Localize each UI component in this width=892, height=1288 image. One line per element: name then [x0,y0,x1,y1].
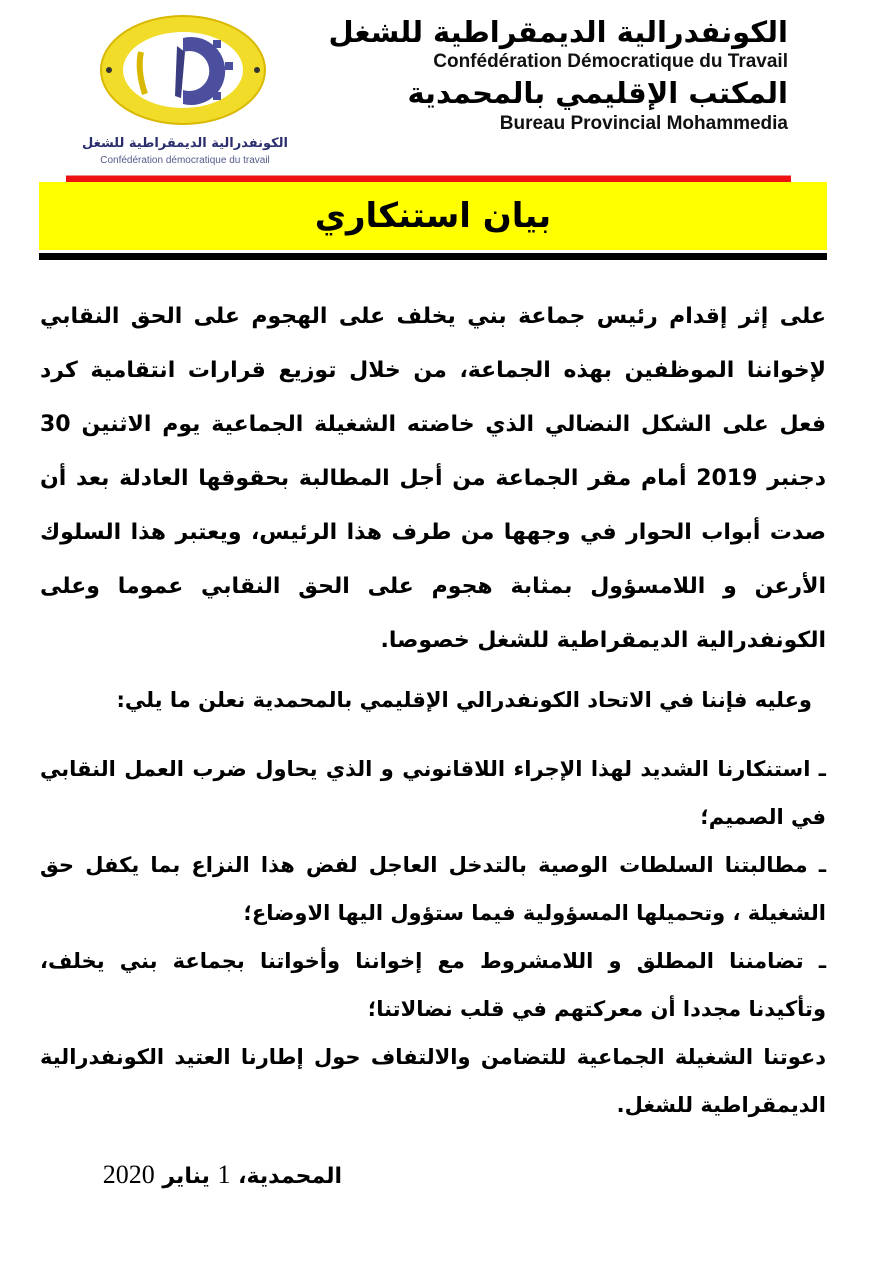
letterhead [328,14,788,136]
place-and-date [103,1160,342,1190]
declaration-intro: وعليه فإننا في الاتحاد الكونفدرالي الإقليمي بالمحمدية نعلن ما يلي: [116,688,812,712]
signoff-place: المحمدية، [238,1164,342,1189]
header-divider [66,175,791,182]
declaration-item: ـ استنكارنا الشديد لهذا الإجراء اللاقانوني و الذي يحاول ضرب العمل النقابي في الصميم؛ [40,757,826,829]
logo-arabic-name: الكونفدرالية الديمقراطية للشغل [82,136,288,151]
statement-paragraph: على إثر إقدام رئيس جماعة بني يخلف على الهجوم على الحق النقابي لإخواننا الموظفين بهذه الجماعة، من خلال توزيع قرارات انتقامية كرد فعل على الشكل النضالي الذي خاضته الشغيلة الجماعية يوم الاثنين 30 دجنبر 2019 أمام مقر الجماعة من أجل المطالبة بحقوقها العادلة بعد أن صدت أبواب الحوار في وجهها من طرف هذا الرئيس، ويعتبر هذا السلوك الأرعن و اللامسؤول بمثابة هجوم على الحق النقابي عموما وعلى الكونفدرالية الديمقراطية للشغل خصوصا. [40,304,826,653]
title-banner [39,182,827,250]
title-divider [39,252,827,260]
declaration-item: ـ تضامننا المطلق و اللامشروط مع إخواننا وأخواتنا بجماعة بني يخلف، وتأكيدنا مجددا أن معركتهم في قلب نضالاتنا؛ [40,949,826,1021]
organization-name-french: Confédération Démocratique du Travail [433,51,788,72]
signoff-month: يناير [162,1164,210,1189]
declaration-list [40,745,826,1129]
document-title: بيان استنكاري [314,196,552,236]
declaration-item: دعوتنا الشغيلة الجماعية للتضامن والالتفاف حول إطارنا العتيد الكونفدرالية الديمقراطية للشغل. [40,1045,826,1117]
cdt-emblem-icon [97,12,269,128]
organization-logo [55,8,315,168]
declaration-item: ـ مطالبتنا السلطات الوصية بالتدخل العاجل لفض هذا النزاع بما يكفل حق الشغيلة ، وتحميلها المسؤولية فيما ستؤول اليها الاوضاع؛ [40,853,826,925]
organization-name-arabic: الكونفدرالية الديمقراطية للشغل [328,15,788,49]
logo-french-name: Confédération démocratique du travail [100,155,270,166]
signoff-year: 2020 [102,1160,155,1189]
signoff-day: 1 [217,1160,231,1189]
office-name-arabic: المكتب الإقليمي بالمحمدية [407,76,788,110]
office-name-french: Bureau Provincial Mohammedia [499,113,788,134]
